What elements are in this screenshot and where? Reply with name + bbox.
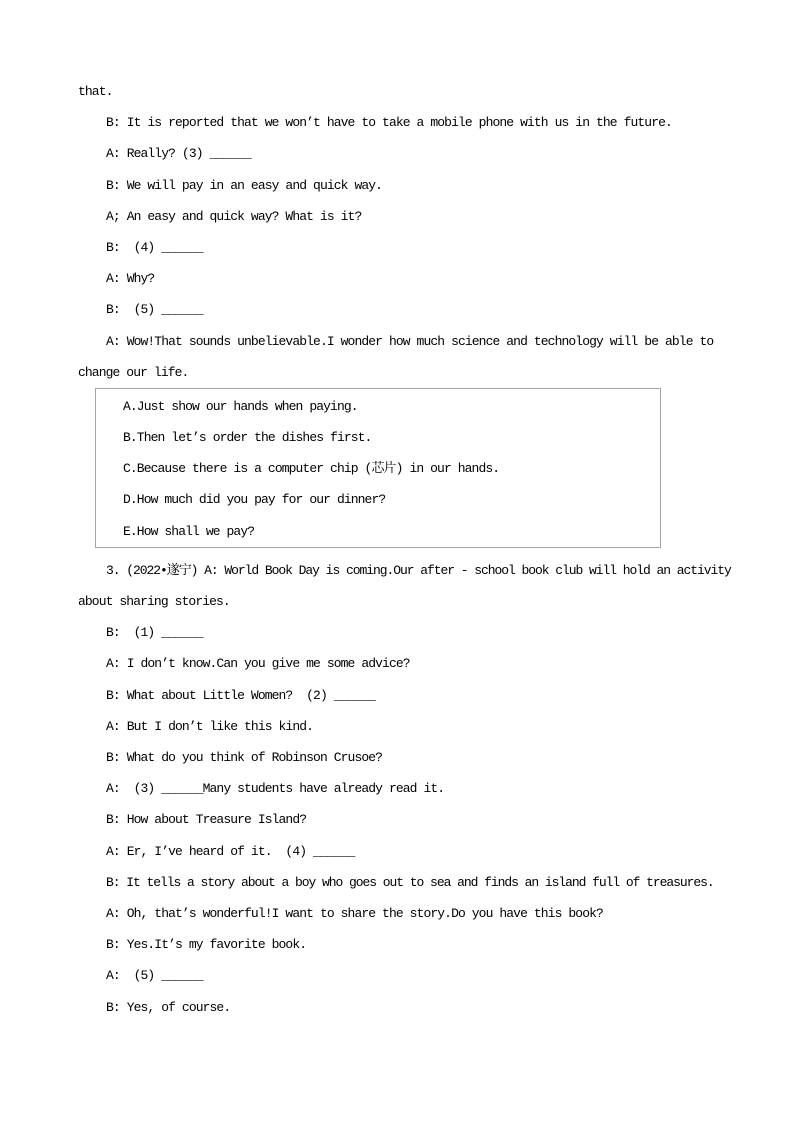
dialogue-text-line: A: Really? (3) ______ (106, 146, 251, 162)
dialogue-text-line: A: Oh, that’s wonderful!I want to share the story.Do you have this book? (106, 905, 603, 921)
answer-options-list (123, 391, 654, 547)
dialogue-text-line: change our life. (78, 364, 189, 380)
option-line: B.Then let’s order the dishes first. (123, 430, 372, 446)
dialogue-text-line: A: But I don’t like this kind. (106, 718, 314, 734)
dialogue-text-line: A: (3) ______Many students have already read it. (106, 781, 445, 797)
option-line: A.Just show our hands when paying. (123, 398, 358, 414)
dialogue-text-line: B: (5) ______ (106, 302, 203, 318)
dialogue-text-line: B: Yes, of course. (106, 999, 231, 1015)
dialogue-text-line: B: (4) ______ (106, 239, 203, 255)
dialogue-text-line: B: (1) ______ (106, 625, 203, 641)
dialogue-text-line: 3. (2022•遂宁) A: World Book Day is coming.Our after - school book club will hold an activity (106, 562, 731, 578)
dialogue-text-line: B: We will pay in an easy and quick way. (106, 177, 383, 193)
dialogue-text-line: A: I don’t know.Can you give me some advice? (106, 656, 410, 672)
dialogue-text-line: B: Yes.It’s my favorite book. (106, 937, 307, 953)
dialogue-text-line: B: It is reported that we won’t have to take a mobile phone with us in the future. (106, 115, 672, 131)
dialogue-text-line: about sharing stories. (78, 594, 230, 610)
dialogue-text-line: B: It tells a story about a boy who goes out to sea and finds an island full of treasures. (106, 874, 714, 890)
answer-options-box (95, 388, 661, 548)
dialogue-1-section (78, 76, 724, 388)
dialogue-text-line: A; An easy and quick way? What is it? (106, 208, 362, 224)
dialogue-text-line: A: Why? (106, 271, 155, 287)
option-line: E.How shall we pay? (123, 523, 255, 539)
dialogue-text-line: B: What do you think of Robinson Crusoe? (106, 750, 383, 765)
dialogue-text-line: A: Wow!That sounds unbelievable.I wonder how much science and technology will be able to (106, 333, 714, 349)
option-line: D.How much did you pay for our dinner? (123, 492, 386, 508)
dialogue-text-line: A: (5) ______ (106, 968, 203, 984)
dialogue-text-line: B: How about Treasure Island? (106, 812, 307, 828)
dialogue-text-line: B: What about Little Women? (2) ______ (106, 687, 376, 703)
option-line: C.Because there is a computer chip (芯片) in our hands. (123, 461, 500, 477)
dialogue-2-section (78, 555, 731, 1023)
dialogue-text-line: A: Er, I’ve heard of it. (4) ______ (106, 843, 355, 859)
dialogue-text-line: that. (78, 84, 113, 99)
